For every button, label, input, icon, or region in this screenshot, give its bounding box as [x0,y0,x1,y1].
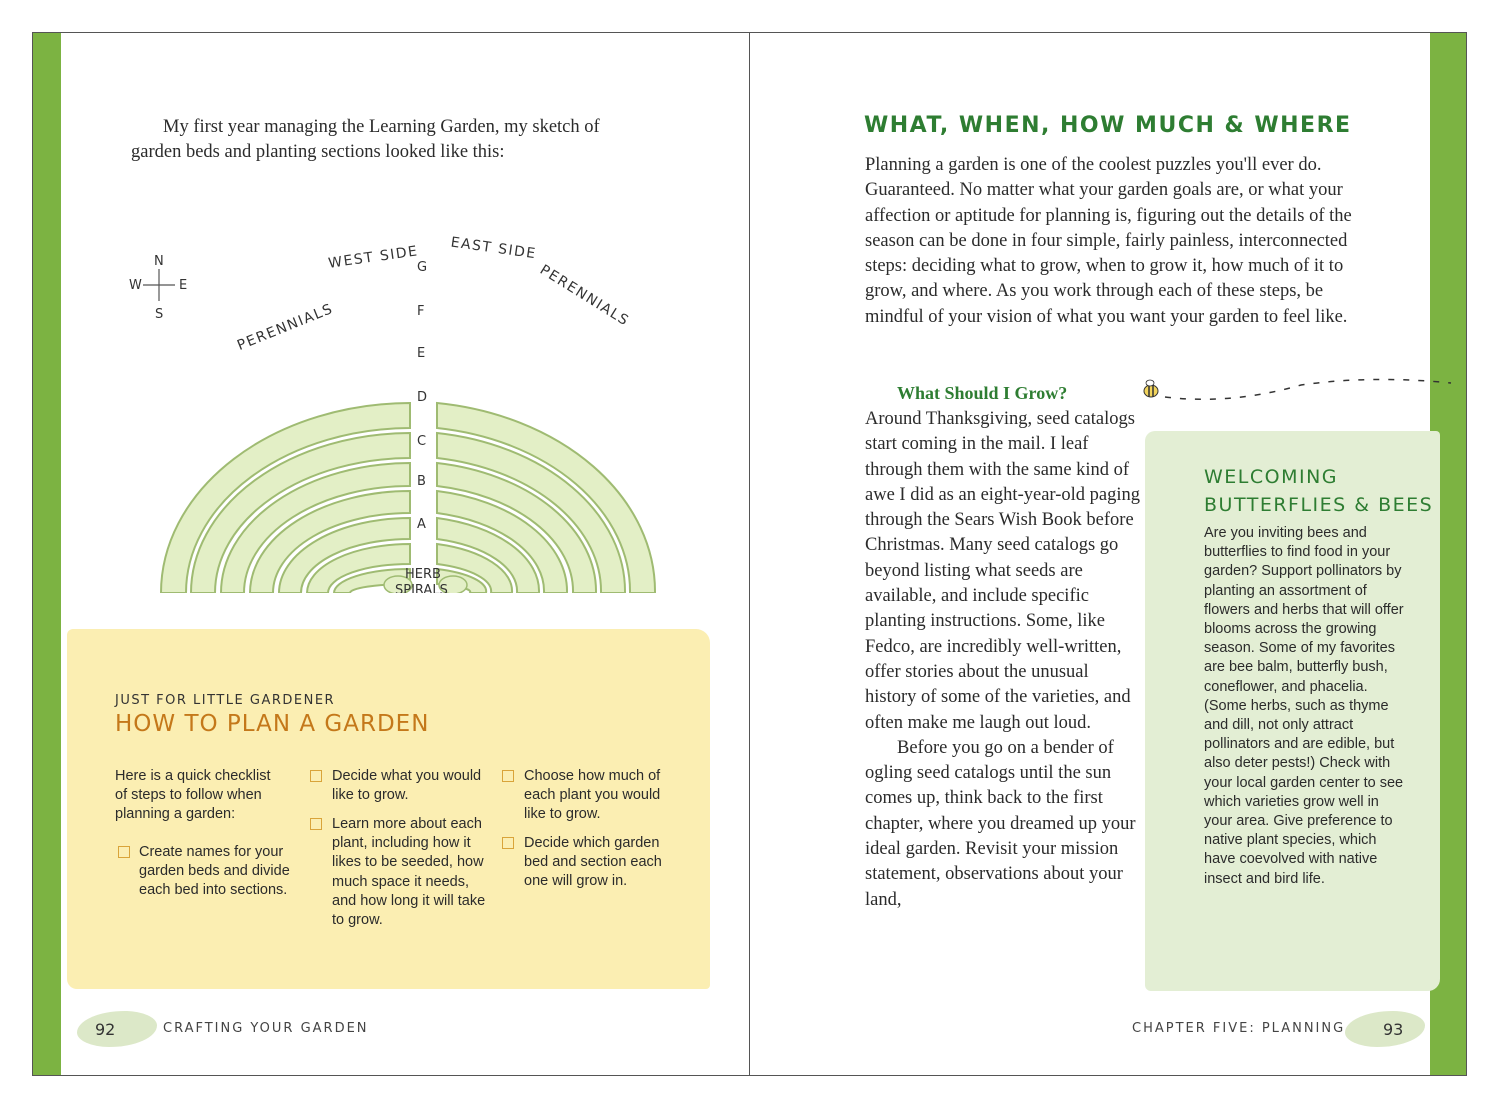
checkbox-icon[interactable] [310,770,322,782]
path-letter-a: A [417,517,426,532]
compass-north: N [154,254,164,269]
checklist-item-4: Choose how much of each plant you would like to grow. [524,768,661,823]
spirals-label: SPIRALS [395,583,448,593]
checklist-item-2: Decide what you would like to grow. [332,768,482,804]
checkbox-icon[interactable] [502,837,514,849]
path-letter-c: C [417,434,427,449]
page-number-left: 92 [95,1020,116,1039]
path-letter-f: F [417,304,425,319]
sidebar-body: Are you inviting bees and butterflies to find food in your garden? Support pollinators by planting an assortment of flowers and herbs that will offer blooms across the growing season. Some of my favorites are bee balm, butterfly bush, coneflower, and phacelia. (Some herbs, such as thyme and dill, not only attract pollinators and are edible, but also deter pests!) Check with your local garden center to see which varieties grow well in your area. Give preference to native plant species, which have coevolved with native insect and bird life. [1204,525,1404,887]
book-spread [32,32,1467,1076]
body-paragraph-1: Around Thanksgiving, seed catalogs start coming in the mail. I leaf through them with the same kind of awe I did as an eight-year-old paging through the Sears Wish Book before Christmas. Many seed catalogs go beyond listing what seeds are available, and include specific planting instructions. Some, like Fedco, are incredibly well-written, offer stories about the unusual history of some of the varieties, and often make me laugh out loud. [865,409,1140,733]
checklist-intro: Here is a quick checklist of steps to follow when planning a garden: [115,768,271,823]
checkbox-icon[interactable] [502,770,514,782]
checklist-item-1: Create names for your garden beds and divide each bed into sections. [139,844,290,899]
compass-east: E [179,278,188,293]
garden-bed-diagram [113,203,703,593]
bee-icon [1144,380,1158,397]
page-gutter [749,33,750,1075]
kids-box-title: HOW TO PLAN A GARDEN [115,711,430,737]
intro-paragraph: My first year managing the Learning Garden, my sketch of garden beds and planting sections looked like this: [131,117,600,163]
left-green-edge [33,33,61,1075]
running-title-right: CHAPTER FIVE: PLANNING [1132,1021,1346,1036]
compass-icon [129,254,187,322]
kids-box-kicker: JUST FOR LITTLE GARDENER [115,693,336,708]
west-side-label: WEST SIDE [327,243,420,272]
sidebar-title [1204,463,1433,519]
section-heading: WHAT, WHEN, HOW MUCH & WHERE [864,113,1352,138]
compass-south: S [155,307,164,322]
body-paragraph-2: Before you go on a bender of ogling seed catalogs until the sun comes up, think back to the first chapter, where you dreamed up your ideal garden. Revisit your mission statement, observations about your land, [865,737,1136,910]
path-letter-g: G [417,260,428,275]
perennials-east-label: PERENNIALS [536,261,633,330]
running-title-left: CRAFTING YOUR GARDEN [163,1021,369,1036]
path-letter-e: E [417,346,426,361]
east-side-label: EAST SIDE [449,234,538,263]
checklist-item-5: Decide which garden bed and section each one will grow in. [524,835,662,890]
sidebar-title-line-2: BUTTERFLIES & BEES [1204,494,1434,516]
bee-flight-path [1141,375,1461,405]
page-number-right: 93 [1383,1020,1404,1039]
path-letter-b: B [417,474,426,489]
intro-paragraph-right: Planning a garden is one of the coolest puzzles you'll ever do. Guaranteed. No matter what your garden goals are, or what your affection or aptitude for planning is, figuring out the details of the season can be done in four simple, fairly painless, interconnected steps: deciding what to grow, when to grow it, how much of it to grow, and where. As you work through each of these steps, be mindful of your vision of what you want your garden to feel like. [865,155,1352,327]
subheading: What Should I Grow? [897,383,1068,403]
sidebar-title-line-1: WELCOMING [1204,466,1339,488]
checkbox-icon[interactable] [310,818,322,830]
perennials-west-label: PERENNIALS [235,300,336,354]
path-letter-d: D [417,390,428,405]
checklist-item-3: Learn more about each plant, including how it likes to be seeded, how much space it needs, and how long it will take to grow. [332,816,486,929]
herb-label: HERB [405,567,441,582]
checkbox-icon[interactable] [118,846,130,858]
body-column [865,407,1140,913]
compass-west: W [129,278,142,293]
